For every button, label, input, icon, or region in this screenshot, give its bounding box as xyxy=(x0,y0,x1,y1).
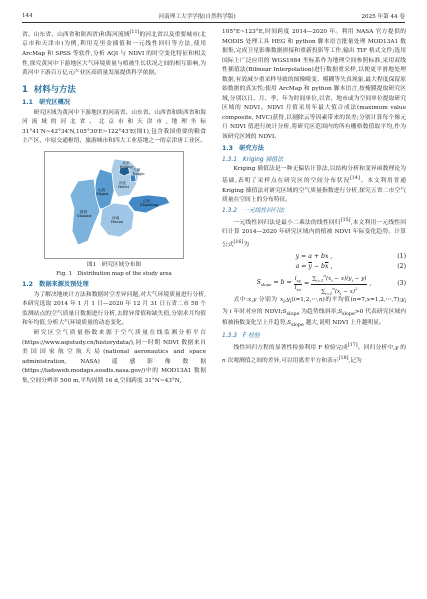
data-paragraph-continued: 105°E~123°E,时间跨度 2014—2020 年。利用 NASA 官方提供的 MODIS 处理工具 HEG 和 python 脚本语言批量处理 MOD13A1 数据集,完成卫星影像数据拼接和重新投影等工作,输出 TIF 格式文件;选用国际上广泛应用的 WGS1984 坐标系作为地理空间参照标准,采用双线性插值法(Bilinear Interpolation)进行数据重采样,以便更平滑地处理数据,有效减少重采样导致的图像畸变、模糊等失真现象,最大程度保留原始数据的真实性;使用 ArcMap 和 python 脚本语言,按掩膜提取研究区域,分别以日、月、季、年为时间单位,以省、地市或为空间单位提取研究区域的 NDVI。NDVI 月值采用年最大值合成法(maximum value composite, MVC)获得,以剔除云等因素带来的误差;分别计算每个像元月 NDVI 值进行统计分析,将研究区范围内的所有栅格数值取平均,作为该研究区域的 NDVI。 xyxy=(222,29,406,141)
figure-caption-cn: 图1 研究区域分布图 xyxy=(87,261,141,268)
svg-text:陕西: 陕西 xyxy=(80,209,88,214)
equation-1-number: (1) xyxy=(397,253,406,261)
study-area-map xyxy=(44,151,184,259)
svg-text:Shandong: Shandong xyxy=(140,202,159,207)
subsection-heading-data: 1.2 数据来源及预处理 xyxy=(22,280,89,288)
regression-paragraph-2: 式中:x,y 分别为 $x_i,y_i(i=1,2,\cdots,n)$的平均值$(n=7,x=1,2,\cdots,7);y_i$ 为 i 年时对应的 $NDVI;S_{slope}$ 为趋势线斜率$,S_{slope}>0$ 代表研究区域内植被指数变化呈上升趋势$,S_{slope}$ 越大,说明 NDVI 上升越明显。 xyxy=(222,297,407,329)
f-test-paragraph: 线性回归方程的显著性检验利用 F 检验完成[17]。回归分析中,y 的 n 次观测值之间的差异,可以用离差平方和表示[18],记为 xyxy=(222,343,406,364)
subsection-heading-methods: 1.3 研究方法 xyxy=(222,144,264,152)
kriging-paragraph: Kriging 插值法是一种无偏估计算法,以结构分析和变异函数理论为基础,表明了采样点在研究区的空间分布状况[14]。本文利用普通 Kriging 插值法对研究区域的空气质量指数进行分析,探究五省二市空气质量在空间上的分布特征。 xyxy=(222,165,407,204)
region-tianjin xyxy=(130,175,136,182)
equation-2-number: (2) xyxy=(397,263,406,271)
subsection-heading-study-area: 1.1 研究区概况 xyxy=(22,98,71,106)
svg-text:北京: 北京 xyxy=(122,160,130,165)
svg-text:山西: 山西 xyxy=(98,187,106,192)
journal-title: 河南理工大学学报(自然科学版) xyxy=(158,14,236,20)
page-number: 144 xyxy=(22,13,33,19)
section-heading-materials-methods: 1 材料与方法 xyxy=(22,83,76,94)
subsubsection-heading-f-test: 1.3.3 F 检验 xyxy=(222,333,260,340)
svg-text:Henan: Henan xyxy=(111,219,124,224)
header-rule xyxy=(22,22,405,23)
svg-text:Shaanxi: Shaanxi xyxy=(77,213,92,218)
equation-1: y = a + bx , (1) xyxy=(295,253,406,261)
svg-text:Tianjin: Tianjin xyxy=(132,171,145,176)
figure-study-area xyxy=(22,151,206,278)
subsubsection-heading-regression: 1.3.2 一元线性回归法 xyxy=(222,207,285,214)
svg-text:天津: 天津 xyxy=(133,167,141,172)
svg-text:Shanxi: Shanxi xyxy=(96,191,109,196)
data-paragraph-1: 为了解决地统计方法和数据时空差异问题,对大气环境质量进行分析,本研究选取 2014 年 1 月 1 日—2020 年 12 月 31 日五省二市 58 个监测站点的空气质量日数据进行分析,去除异常值和缺失值,分别求月均值和年均值,分析大气环境质量的动态变化。 xyxy=(22,291,206,327)
regression-paragraph: 一元线性回归法是最小二乘法的线性回归[15],本文利用一元线性回归计算 2014—2020 年研究区域内的植被 NDVI 年际变化趋势。计算公式[16]为 xyxy=(222,217,407,248)
page-header xyxy=(22,11,405,21)
svg-text:Hebei: Hebei xyxy=(118,184,129,189)
intro-paragraph: 省、山东省、山西省和陕西省)和海河流域[11]的河北省以及重要城市(北京市和天津市)为例,利用克里金插值和一元线性回归等方法,使用 ArcMap 和 SPSS 等软件,分析 AQI 与 NDVI 的时空变化特征和相关性,探究黄河中下游地区大气环境质量与植被生长状况之间的相互影响,为黄河中下游百万亿元产业区高质量发展提供科学依据。 xyxy=(22,30,206,77)
svg-text:河南: 河南 xyxy=(112,215,120,220)
equation-2: $a = \overline{y} - b\overline{x}$ , (2) xyxy=(295,263,406,271)
volume-info: 2025 年第 44 卷 xyxy=(361,14,405,20)
map-svg xyxy=(44,151,184,259)
subsubsection-heading-kriging: 1.3.1 Kriging 插值法 xyxy=(222,156,284,163)
svg-text:山东: 山东 xyxy=(143,198,151,203)
study-area-paragraph: 研究区域为黄河中下游地区的河南省、山东省、山西省和陕西省和海河流域的河北省、北京市和天津市,地理坐标 31°41′N~42°34′N,105°30′E~122°43′E(图1),包含我国重要的粮食主产区、中原交通枢纽、旅游城市和四大工业基地之一的京津唐工业区。 xyxy=(22,109,206,145)
svg-text:Beijing: Beijing xyxy=(120,164,133,169)
left-column xyxy=(22,28,206,386)
equation-3: $S_{slope} = b$ = $\frac{l_{xy}}{l_{xx}}$ = $\frac{\sum_{i=1}^n(x_i - x)(y_i - y)}{\sum_{i=1}^n(x_i - x)^2}$ , (3) xyxy=(256,272,406,296)
equation-3-number: (3) xyxy=(397,280,406,288)
data-paragraph-2: 研究区空气质量指数来源于空气质量在线监测分析平台(https://www.aqistudy.cn/historydata/),同一时期 NDVI 数据来自美国国家航空航天局(national aeronautics and space administration, NASA)遥感影像数据(https://ladsweb.modaps.eosdis.nasa.gov/)中的 MOD13A1 数据集,空间分辨率 500 m,平均周期 16 d,空间跨度 31°N~43°N, xyxy=(22,330,206,384)
figure-caption-en: Fig. 1 Distribution map of the study area xyxy=(56,270,172,277)
right-column xyxy=(222,28,406,366)
svg-text:河北: 河北 xyxy=(119,180,127,185)
